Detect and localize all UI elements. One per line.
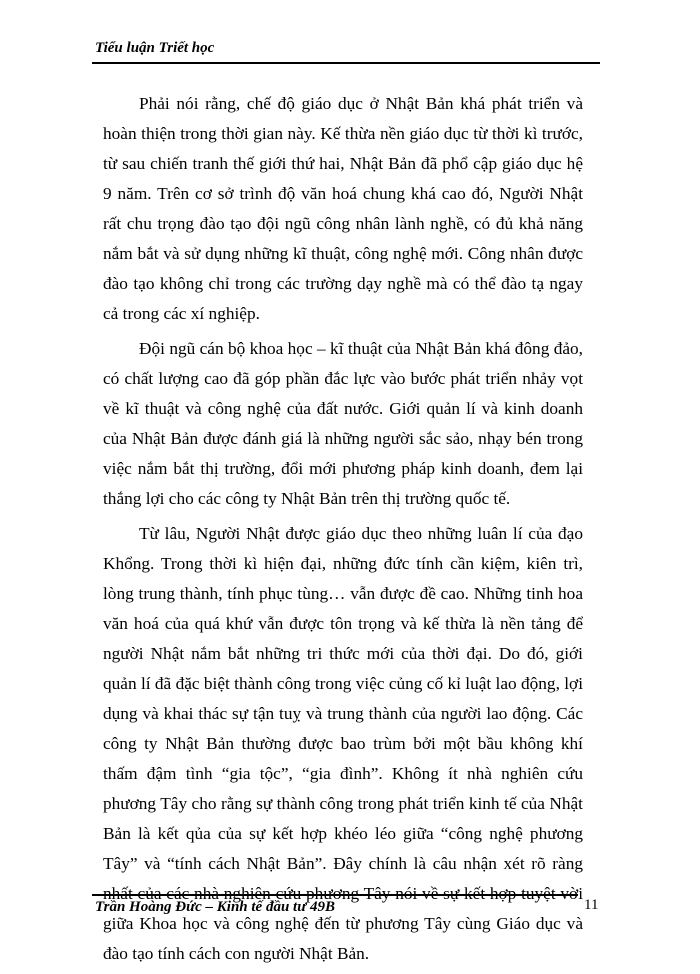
document-body [103,89,583,974]
paragraph-2: Đội ngũ cán bộ khoa học – kĩ thuật của Nhật Bản khá đông đảo, có chất lượng cao đã góp phần đắc lực vào bước phát triển nhảy vọt về kĩ thuật và công nghệ của đất nước. Giới quản lí và kinh doanh của Nhật Bản được đánh giá là những người sắc sảo, nhạy bén trong việc nắm bắt thị trường, đổi mới phương pháp kinh doanh, đem lại thắng lợi cho các công ty Nhật Bản trên thị trường quốc tế. [103,339,583,508]
page-number: 11 [584,897,599,913]
footer-author: Trần Hoàng Đức – Kinh tế đầu tư 49B [95,899,335,915]
footer-divider [92,894,578,896]
header-title: Tiểu luận Triết học [95,40,215,56]
paragraph-1: Phải nói rằng, chế độ giáo dục ở Nhật Bản khá phát triển và hoàn thiện trong thời gian này. Kế thừa nền giáo dục từ thời kì trước, từ sau chiến tranh thế giới thứ hai, Nhật Bản đã phổ cập giáo dục hệ 9 năm. Trên cơ sở trình độ văn hoá chung khá cao đó, Người Nhật rất chu trọng đào tạo đội ngũ công nhân lành nghề, có đủ khả năng nắm bắt và sử dụng những kĩ thuật, công nghệ mới. Công nhân được đào tạo không chỉ trong các trường dạy nghề mà có thể đào tạ ngay cả trong các xí nghiệp. [103,94,583,323]
header-divider [92,62,600,64]
paragraph-3: Từ lâu, Người Nhật được giáo dục theo những luân lí của đạo Khổng. Trong thời kì hiện đại, những đức tính cần kiệm, kiên trì, lòng trung thành, tính phục tùng… vẫn được đề cao. Những tinh hoa văn hoá của quá khứ vẫn được tôn trọng và kế thừa là nền tảng để người Nhật nắm bắt những tri thức mới của thời đại. Do đó, giới quản lí đã đặc biệt thành công trong việc củng cố kỉ luật lao động, lợi dụng và khai thác sự tận tuỵ và trung thành của người lao động. Các công ty Nhật Bản thường được bao trùm bởi một bầu không khí thấm đậm tình “gia tộc”, “gia đình”. Không ít nhà nghiên cứu phương Tây cho rằng sự thành công trong phát triển kinh tế của Nhật Bản là kết qủa của sự kết hợp khéo léo giữa “công nghệ phương Tây” và “tính cách Nhật Bản”. Đây chính là câu nhận xét rõ ràng nhất của các nhà nghiên cứu phương Tây nói về sự kết hợp tuyệt vời giữa Khoa học và công nghệ đến từ phương Tây cùng Giáo dục và đào tạo tính cách con người Nhật Bản. [103,524,583,963]
